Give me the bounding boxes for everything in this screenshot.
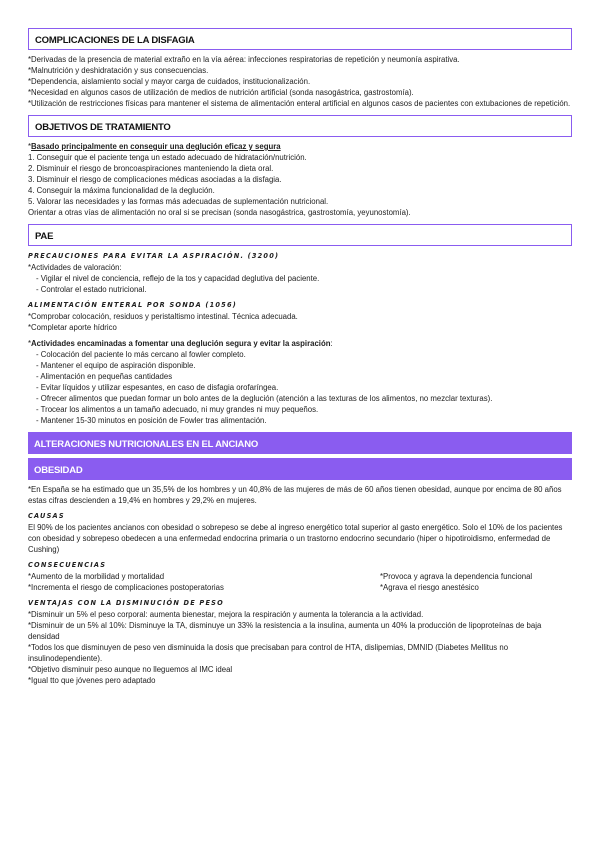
section-title: COMPLICACIONES DE LA DISFAGIA — [35, 35, 195, 46]
list-item: *Incrementa el riesgo de complicaciones postoperatorias — [28, 583, 224, 592]
consecuencias-right — [380, 571, 572, 593]
list-item: 2. Disminuir el riesgo de broncoaspiraciones manteniendo la dieta oral. — [28, 164, 274, 173]
list-item: *Provoca y agrava la dependencia funcional — [380, 572, 533, 581]
subheading-enteral: ALIMENTACIÓN ENTERAL POR SONDA (1056) — [28, 301, 237, 309]
list-item: - Evitar líquidos y utilizar espesantes, en caso de disfagia orofaríngea. — [36, 383, 279, 392]
list-item: - Mantener el equipo de aspiración disponible. — [36, 361, 196, 370]
list-item: *Igual tto que jóvenes pero adaptado — [28, 676, 156, 685]
list-item: 3. Disminuir el riesgo de complicaciones médicas asociadas a la disfagia. — [28, 175, 282, 184]
list-item: Orientar a otras vías de alimentación no oral si se precisan (sonda nasogástrica, gastrostomía, yeyunostomía). — [28, 208, 411, 217]
section-header-pae — [28, 224, 572, 246]
list-item: - Controlar el estado nutricional. — [36, 285, 147, 294]
list-item: - Trocear los alimentos a un tamaño adecuado, ni muy grandes ni muy pequeños. — [36, 405, 319, 414]
section-title: ALTERACIONES NUTRICIONALES EN EL ANCIANO — [34, 439, 259, 450]
list-item: *Disminuir un 5% el peso corporal: aumenta bienestar, mejora la respiración y aumenta la tolerancia a la actividad. — [28, 610, 424, 619]
complicaciones-list — [28, 54, 572, 109]
section-header-alteraciones — [28, 432, 572, 454]
causas-text — [28, 522, 572, 555]
lead-text: Basado principalmente en conseguir una deglución eficaz y segura — [31, 142, 281, 151]
paragraph: El 90% de los pacientes ancianos con obesidad o sobrepeso se debe al ingreso energético total superior al gasto energético. Solo el 10% de los pacientes con obesidad y sobrepeso obedecen a una enfermedad endocrina primaria o un trastorno endocrino secundario (hiper o hipotiroidismo, enfermedad de Cushing) — [28, 523, 563, 554]
subheading-ventajas: VENTAJAS CON LA DISMINUCIÓN DE PESO — [28, 599, 224, 607]
ventajas-list — [28, 609, 572, 686]
list-item: *Derivadas de la presencia de material extraño en la vía aérea: infecciones respiratorias de repetición y neumonía aspirativa. — [28, 55, 460, 64]
valoracion-list — [28, 262, 572, 295]
consecuencias-left — [28, 571, 380, 593]
section-header-complicaciones — [28, 28, 572, 50]
bullet: * — [28, 142, 32, 151]
section-header-obesidad — [28, 458, 572, 480]
objetivos-list — [28, 141, 572, 218]
subheading-consecuencias: CONSECUENCIAS — [28, 561, 107, 569]
section-title: OBJETIVOS DE TRATAMIENTO — [35, 122, 171, 133]
list-item: - Mantener 15-30 minutos en posición de Fowler tras alimentación. — [36, 416, 267, 425]
list-item: 1. Conseguir que el paciente tenga un estado adecuado de hidratación/nutrición. — [28, 153, 307, 162]
section-title: PAE — [35, 231, 54, 242]
list-item: *Disminuir de un 5% al 10%: Disminuye la TA, disminuye un 33% la resistencia a la insulina, aumenta un 40% la producción de lipoproteínas de baja densidad — [28, 621, 542, 641]
subheading-causas: CAUSAS — [28, 512, 65, 520]
list-item: *Comprobar colocación, residuos y peristaltismo intestinal. Técnica adecuada. — [28, 312, 298, 321]
subheading-precauciones: PRECAUCIONES PARA EVITAR LA ASPIRACIÓN. (3200) — [28, 252, 280, 260]
list-item: *Agrava el riesgo anestésico — [380, 583, 479, 592]
lead-text: Actividades encaminadas a fomentar una deglución segura y evitar la aspiración — [31, 339, 331, 348]
enteral-list — [28, 311, 572, 333]
actividades-list — [28, 338, 572, 426]
list-item: 4. Conseguir la máxima funcionalidad de la deglución. — [28, 186, 215, 195]
consecuencias-columns — [28, 571, 572, 593]
list-item: - Colocación del paciente lo más cercano al fowler completo. — [36, 350, 246, 359]
list-item: *Completar aporte hídrico — [28, 323, 117, 332]
list-item: - Ofrecer alimentos que puedan formar un bolo antes de la deglución (atención a las texturas de los alimentos, no mezclar texturas). — [36, 394, 493, 403]
list-item: *Objetivo disminuir peso aunque no lleguemos al IMC ideal — [28, 665, 233, 674]
obesidad-intro — [28, 484, 572, 506]
section-title: OBESIDAD — [34, 465, 83, 476]
list-item: 5. Valorar las necesidades y las formas más adecuadas de suplementación nutricional. — [28, 197, 329, 206]
list-item: - Alimentación en pequeñas cantidades — [36, 372, 173, 381]
colon: : — [330, 339, 333, 348]
list-lead: *Actividades de valoración: — [28, 263, 122, 272]
list-item: *Todos los que disminuyen de peso ven disminuida la dosis que precisaban para control de HTA, dislipemias, DMNID (Diabetes Mellitus no insulinodependiente). — [28, 643, 509, 663]
paragraph: *En España se ha estimado que un 35,5% de los hombres y un 40,8% de las mujeres de más de 60 años tienen obesidad, aunque por encima de 80 años estas cifras descienden a 19,4% en hombres y 29,2% en mujeres. — [28, 485, 562, 505]
objetivos-lead — [28, 141, 572, 152]
section-header-objetivos — [28, 115, 572, 137]
list-item: *Malnutrición y deshidratación y sus consecuencias. — [28, 66, 209, 75]
list-item: *Necesidad en algunos casos de utilización de medios de nutrición artificial (sonda nasogástrica, gastrostomía). — [28, 88, 414, 97]
bullet: * — [28, 339, 32, 348]
list-item: *Utilización de restricciones físicas para mantener el sistema de alimentación enteral artificial en algunos casos de pacientes con extubaciones de repetición. — [28, 99, 571, 108]
list-item: - Vigilar el nivel de conciencia, reflejo de la tos y capacidad deglutiva del paciente. — [36, 274, 320, 283]
list-item: *Aumento de la morbilidad y mortalidad — [28, 572, 165, 581]
actividades-lead — [28, 338, 572, 349]
list-item: *Dependencia, aislamiento social y mayor carga de cuidados, institucionalización. — [28, 77, 311, 86]
